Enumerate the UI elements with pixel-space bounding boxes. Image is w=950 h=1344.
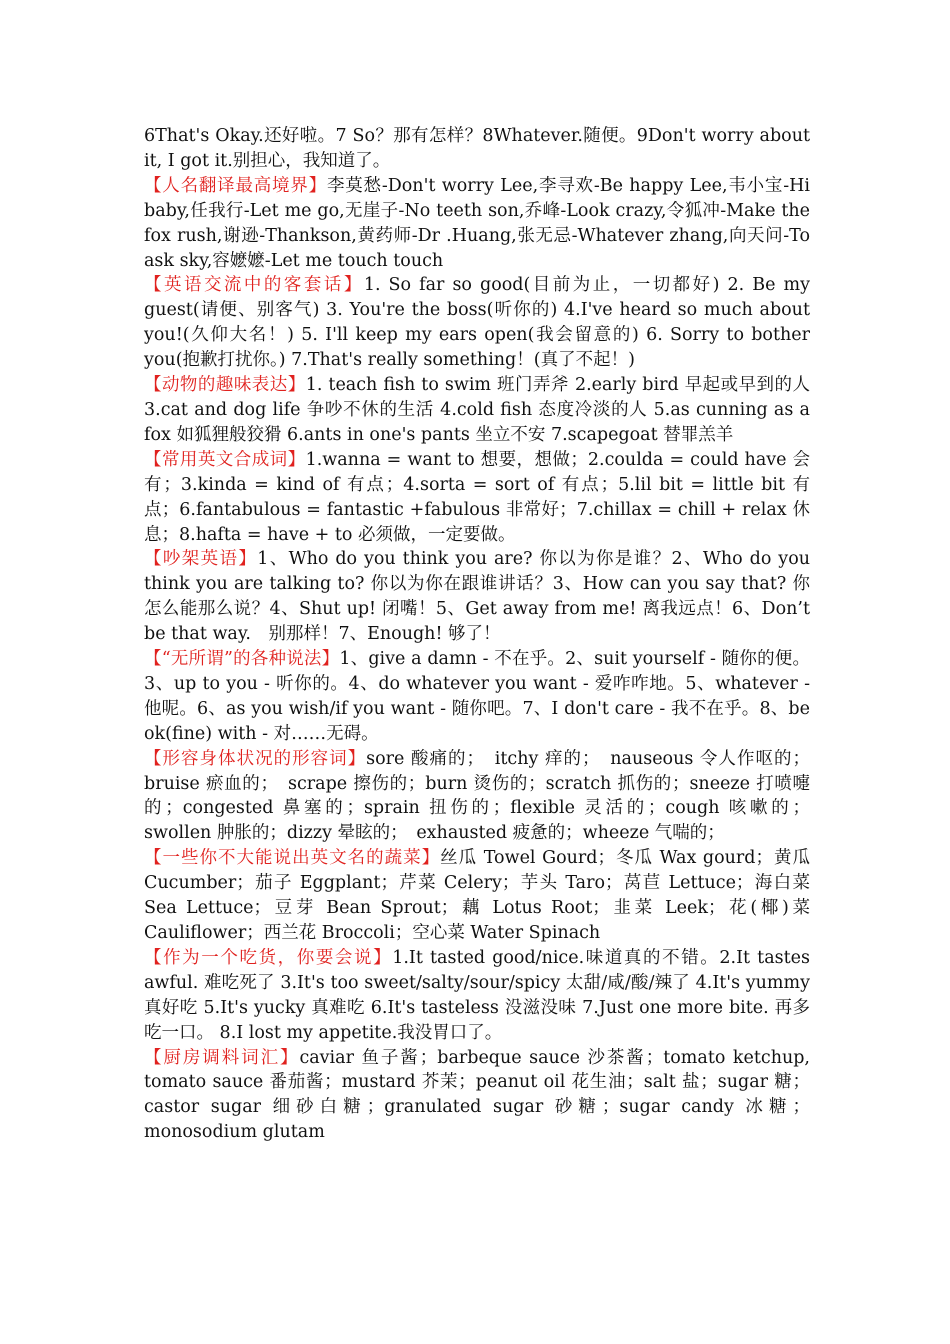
section-heading: 【作为一个吃货，你要会说】 (144, 947, 393, 968)
section-heading: 【一些你不大能说出英文名的蔬菜】 (144, 848, 441, 869)
paragraph-body: 李莫愁-Don't worry Lee,李寻欢-Be happy Lee,韦小宝-Hi baby,任我行-Let me go,无崖子-No teeth son,乔峰-Look crazy,令狐冲-Make the fox rush,谢逊-Thankson,黄药师-Dr .Huang,张无忌-Whatever zhang,向天问-To ask sky,容嬷嬷-Let me touch touch (144, 175, 811, 271)
section-heading: 【英语交流中的客套话】 (144, 275, 364, 296)
paragraph-body: 1、give a damn - 不在乎。2、suit yourself - 随你的便。3、up to you - 听你的。4、do whatever you want - 爱咋咋地。5、whatever - 他呢。6、as you wish/if you want - 随你吧。7、I don't care - 我不在乎。8、be ok(fine) with - 对……无碍。 (144, 649, 810, 744)
document-page (144, 124, 810, 1145)
section-heading: 【人名翻译最高境界】 (144, 175, 327, 196)
paragraph-body: sore 酸痛的； itchy 痒的； nauseous 令人作呕的；bruise 瘀血的； scrape 擦伤的；burn 烫伤的；scratch 抓伤的；sneeze 打喷嚏的；congested 鼻塞的；sprain 扭伤的；flexible 灵活的；cough 咳嗽的；swollen 肿胀的；dizzy 晕眩的； exhausted 疲惫的；wheeze 气喘的； (144, 748, 810, 844)
paragraph-body-condition-adjectives (144, 747, 810, 847)
section-heading: 【“无所谓”的各种说法】 (144, 649, 340, 670)
paragraph-body: 1.wanna = want to 想要，想做；2.coulda = could have 会有；3.kinda = kind of 有点；4.sorta = sort of 有点；5.lil bit = little bit 有点；6.fantabulous = fantastic +fabulous 非常好；7.chillax = chill + relax 休息；8.hafta = have + to 必须做，一定要做。 (144, 449, 811, 545)
paragraph-body: 1.It tasted good/nice.味道真的不错。2.It tastes awful. 难吃死了 3.It's too sweet/salty/sour/spicy 太甜/咸/酸/辣了 4.It's yummy 真好吃 5.It's yucky 真难吃 6.It's tasteless 没滋没味 7.Just one more bite. 再多吃一口。 8.I lost my appetite.我没胃口了。 (144, 947, 810, 1043)
paragraph-vegetables (144, 846, 810, 946)
paragraph-kitchen-seasonings (144, 1046, 810, 1146)
paragraph-animal-idioms (144, 373, 810, 448)
paragraph-body: 1. So far so good(目前为止，一切都好) 2. Be my guest(请便、别客气) 3. You're the boss(听你的) 4.I've heard so much about you!(久仰大名！) 5. I'll keep my ears open(我会留意的) 6. Sorry to bother you(抱歉打扰你。) 7.That's really something！(真了不起！) (144, 275, 810, 371)
paragraph-foodie-phrases (144, 946, 810, 1046)
paragraph-polite-phrases (144, 273, 810, 373)
paragraph-body: 1. teach fish to swim 班门弄斧 2.early bird 早起或早到的人 3.cat and dog life 争吵不休的生活 4.cold fish 态度冷淡的人 5.as cunning as a fox 如狐狸般狡猾 6.ants in one's pants 坐立不安 7.scapegoat 替罪羔羊 (144, 375, 810, 445)
section-heading: 【常用英文合成词】 (144, 449, 306, 470)
paragraph-intro (144, 124, 810, 174)
section-heading: 【厨房调料词汇】 (144, 1047, 300, 1068)
paragraph-body: 1、Who do you think you are? 你以为你是谁？2、Who do you think you are talking to? 你以为你在跟谁讲话？3、How can you say that? 你怎么能那么说？4、Shut up! 闭嘴！5、Get away from me! 离我远点！6、Don’t be that way. 别那样！7、Enough! 够了！ (144, 549, 811, 645)
section-heading: 【形容身体状况的形容词】 (144, 748, 367, 769)
paragraph-body: caviar 鱼子酱；barbeque sauce 沙茶酱；tomato ketchup, tomato sauce 番茄酱；mustard 芥茉；peanut oil 花生油；salt 盐；sugar 糖；castor sugar 细砂白糖；granulated sugar 砂糖；sugar candy 冰糖；monosodium glutam (144, 1047, 810, 1143)
section-heading: 【吵架英语】 (144, 549, 258, 570)
section-heading: 【动物的趣味表达】 (144, 375, 306, 396)
paragraph-compound-words (144, 448, 810, 548)
paragraph-whatever-expressions (144, 647, 810, 747)
paragraph-argument-english (144, 547, 810, 647)
paragraph-body: 丝瓜 Towel Gourd；冬瓜 Wax gourd；黄瓜 Cucumber；茄子 Eggplant；芹菜 Celery；芋头 Taro；莴苣 Lettuce；海白菜 Sea Lettuce；豆芽 Bean Sprout；藕 Lotus Root；韭菜 Leek；花(椰)菜 Cauliflower；西兰花 Broccoli；空心菜 Water Spinach (144, 848, 810, 943)
paragraph-body: 6That's Okay.还好啦。7 So？那有怎样？8Whatever.随便。9Don't worry about it, I got it.别担心，我知道了。 (144, 126, 810, 171)
paragraph-name-translation (144, 174, 810, 274)
